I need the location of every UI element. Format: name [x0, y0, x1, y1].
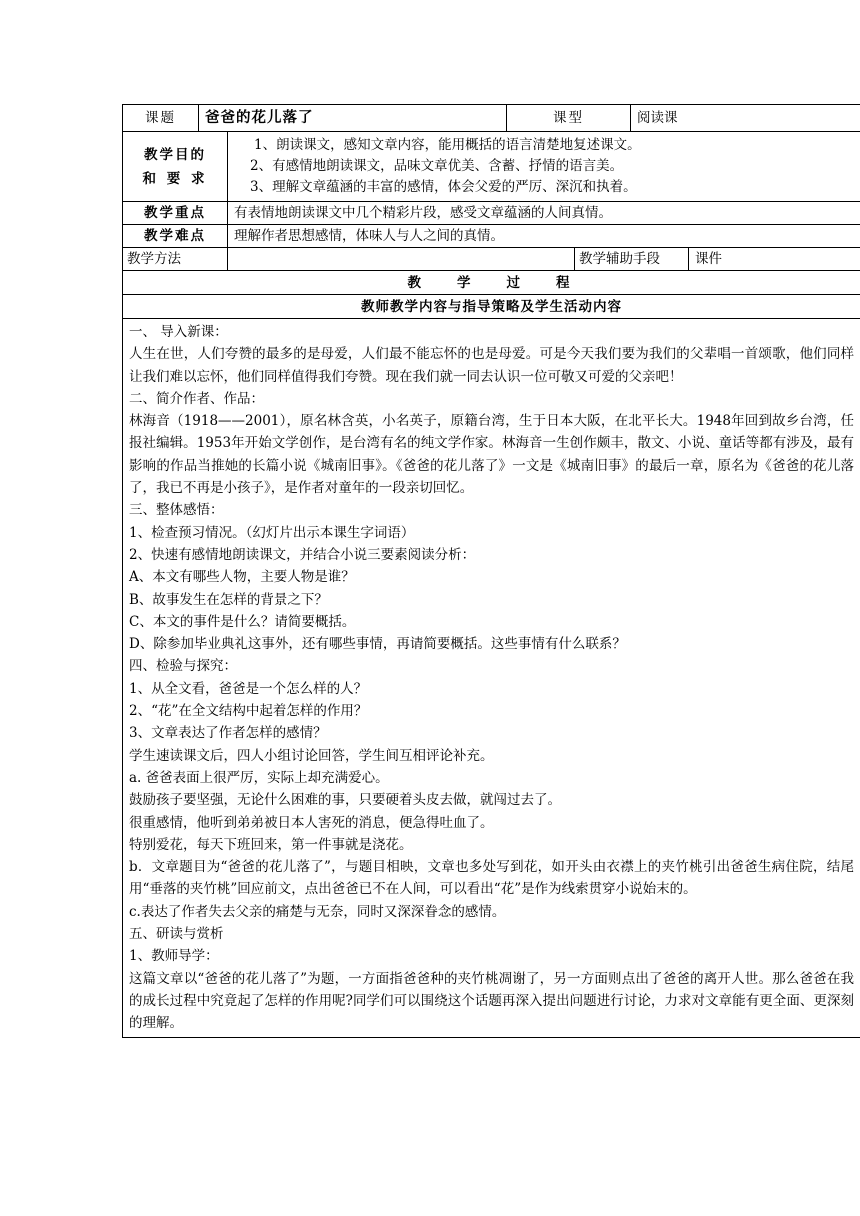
content-paragraph: 这篇文章以“爸爸的花儿落了”为题，一方面指爸爸种的夹竹桃凋谢了，另一方面则点出了爸爸的离开人世。那么爸爸在我的成长过程中究竟起了怎样的作用呢?同学们可以围绕这个话题再深入提出问题进行讨论，力求对文章能有更全面、更深刻的理解。: [129, 970, 854, 1032]
method-row: [123, 248, 860, 271]
content-paragraph: c.表达了作者失去父亲的痛楚与无奈，同时又深深眷念的感情。: [129, 903, 506, 920]
content-paragraph: 1、从全文看，爸爸是一个怎么样的人？: [129, 680, 368, 697]
goals-list: [228, 132, 860, 202]
content-paragraph: 人生在世，人们夸赞的最多的是母爱，人们最不能忘怀的也是母爱。可是今天我们要为我们的父辈唱一首颂歌，他们同样让我们难以忘怀，他们同样值得我们夸赞。现在我们就一同去认识一位可敬又可爱的父亲吧！: [129, 346, 854, 385]
goals-row: [123, 132, 860, 202]
header-row: [123, 105, 860, 132]
type-label: 课型: [507, 105, 631, 132]
goals-label-line2: 和 要 求: [142, 170, 208, 187]
content-paragraph: 3、文章表达了作者怎样的感情？: [129, 725, 327, 742]
content-paragraph: 五、研读与赏析: [129, 926, 224, 943]
content-paragraph: 学生速读课文后，四人小组讨论回答，学生间互相评论补充。: [129, 747, 494, 764]
content-paragraph: 林海音（1918——2001），原名林含英，小名英子，原籍台湾，生于日本大阪，在北平长大。1948年回到故乡台湾，任报社编辑。1953年开始文学创作，是台湾有名的纯文学作家。林海音一生创作颇丰，散文、小说、童话等都有涉及，最有影响的作品当推她的长篇小说《城南旧事》。《爸爸的花儿落了》一文是《城南旧事》的最后一章，原名为《爸爸的花儿落了，我已不再是小孩子》，是作者对童年的一段亲切回忆。: [129, 413, 854, 497]
goal-item: 3、理解文章蕴涵的丰富的感情，体会父爱的严厉、深沉和执着。: [250, 179, 637, 195]
content-body: [123, 319, 860, 1038]
section-title-row: [123, 295, 860, 319]
content-paragraph: 四、检验与探究：: [129, 658, 237, 675]
difficulty-value: 理解作者思想感情，体味人与人之间的真情。: [228, 225, 860, 248]
goals-label: [123, 132, 228, 202]
content-paragraph: 1、教师导学：: [129, 948, 219, 965]
content-paragraph: 2、“花”在全文结构中起着怎样的作用？: [129, 703, 368, 720]
goal-item: 1、朗读课文，感知文章内容，能用概括的语言清楚地复述课文。: [254, 137, 641, 153]
difficulty-label: 教学难点: [123, 225, 228, 248]
content-paragraph: 很重感情，他听到弟弟被日本人害死的消息，便急得吐血了。: [129, 814, 494, 831]
type-value: 阅读课: [631, 105, 860, 132]
section-title: 教师教学内容与指导策略及学生活动内容: [123, 295, 860, 319]
content-paragraph: B、故事发生在怎样的背景之下？: [129, 591, 328, 608]
content-paragraph: 二、简介作者、作品：: [129, 390, 264, 407]
content-paragraph: b．文章题目为“爸爸的花儿落了”，与题目相映，文章也多处写到花，如开头由衣襟上的夹竹桃引出爸爸生病住院，结尾用“垂落的夹竹桃”回应前文，点出爸爸已不在人间，可以看出“花”是作为线索贯穿小说始末的。: [129, 859, 854, 898]
content-paragraph: 1、检查预习情况。（幻灯片出示本课生字词语）: [129, 524, 415, 541]
content-paragraph: 一、 导入新课：: [129, 324, 228, 340]
aid-label: 教学辅助手段: [575, 248, 689, 271]
content-paragraph: 三、整体感悟：: [129, 502, 224, 519]
method-label: 教学方法: [123, 248, 228, 271]
goals-label-line1: 教学目的: [144, 146, 206, 163]
key-point-row: [123, 202, 860, 225]
content-row: [123, 319, 860, 1038]
content-paragraph: A、本文有哪些人物，主要人物是谁？: [129, 569, 355, 586]
key-point-label: 教学重点: [123, 202, 228, 225]
method-value: [228, 248, 575, 271]
difficulty-row: [123, 225, 860, 248]
lesson-plan-table: [122, 104, 860, 1038]
content-paragraph: C、本文的事件是什么？请简要概括。: [129, 613, 356, 630]
content-paragraph: 鼓励孩子要坚强，无论什么困难的事，只要硬着头皮去做，就闯过去了。: [129, 792, 561, 809]
content-paragraph: 特别爱花，每天下班回来，第一件事就是浇花。: [129, 836, 413, 853]
content-paragraph: a. 爸爸表面上很严厉，实际上却充满爱心。: [129, 769, 389, 786]
lesson-title: 爸爸的花儿落了: [199, 105, 507, 132]
topic-label: 课题: [123, 105, 199, 132]
aid-value: 课件: [689, 248, 860, 271]
content-paragraph: 2、快速有感情地朗读课文，并结合小说三要素阅读分析：: [129, 546, 476, 563]
process-title: 教学过程: [123, 271, 860, 295]
goal-item: 2、有感情地朗读课文，品味文章优美、含蓄、抒情的语言美。: [250, 158, 624, 174]
process-title-row: [123, 271, 860, 295]
key-point-value: 有表情地朗读课文中几个精彩片段，感受文章蕴涵的人间真情。: [228, 202, 860, 225]
content-paragraph: D、除参加毕业典礼这事外，还有哪些事情，再请简要概括。这些事情有什么联系？: [129, 636, 626, 653]
